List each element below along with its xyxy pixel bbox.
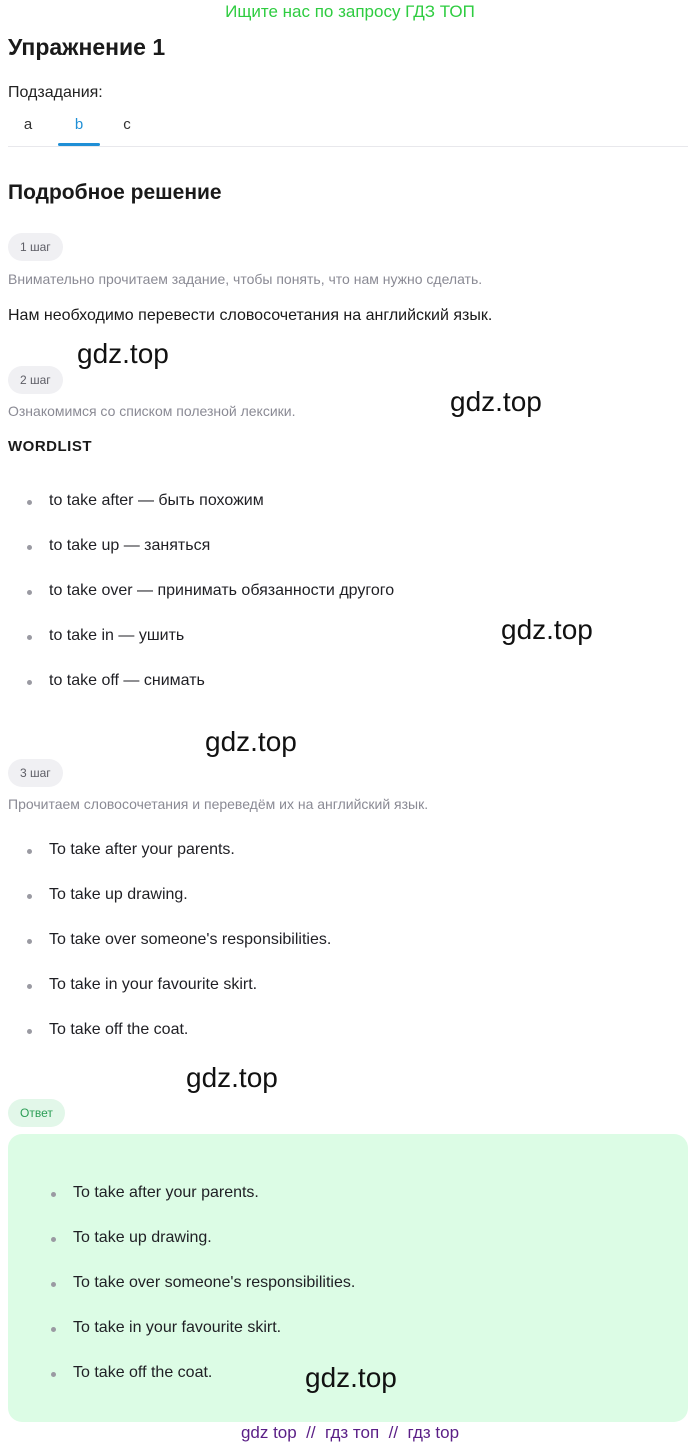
step-3-badge: 3 шаг: [8, 759, 63, 787]
step-1-badge: 1 шаг: [8, 233, 63, 261]
bullet-icon: [51, 1192, 56, 1197]
tab-b[interactable]: b: [74, 116, 84, 133]
watermark: gdz.top: [501, 614, 593, 645]
bullet-icon: [51, 1237, 56, 1242]
step-1-text: Нам необходимо перевести словосочетания на английский язык.: [8, 307, 493, 324]
subtasks-label: Подзадания:: [8, 84, 103, 101]
exercise-title: Упражнение 1: [8, 34, 166, 60]
watermark: gdz.top: [205, 726, 297, 757]
answer-badge: Ответ: [8, 1099, 65, 1127]
bullet-icon: [27, 590, 32, 595]
step-2-badge: 2 шаг: [8, 366, 63, 394]
bullet-icon: [51, 1372, 56, 1377]
step-3-hint: Прочитаем словосочетания и переведём их на английский язык.: [8, 796, 429, 812]
bullet-icon: [27, 635, 32, 640]
step-2-hint: Ознакомимся со списком полезной лексики.: [8, 403, 296, 419]
step-1-hint: Внимательно прочитаем задание, чтобы понять, что нам нужно сделать.: [8, 271, 483, 287]
bullet-icon: [27, 984, 32, 989]
watermark: gdz.top: [186, 1062, 278, 1093]
bullet-icon: [27, 849, 32, 854]
bullet-icon: [27, 1029, 32, 1034]
bullet-icon: [27, 939, 32, 944]
top-banner: Ищите нас по запросу ГДЗ ТОП: [225, 2, 475, 21]
bullet-icon: [51, 1327, 56, 1332]
bullet-icon: [51, 1282, 56, 1287]
bullet-icon: [27, 680, 32, 685]
wordlist-title: WORDLIST: [8, 438, 92, 455]
watermark: gdz.top: [450, 386, 542, 417]
watermark: gdz.top: [77, 338, 169, 369]
subtask-tabs: [8, 110, 688, 147]
active-tab-indicator: [58, 143, 100, 146]
solution-title: Подробное решение: [8, 181, 222, 204]
bullet-icon: [27, 894, 32, 899]
bullet-icon: [27, 545, 32, 550]
footer-links[interactable]: gdz top // гдз топ // гдз top: [240, 1423, 460, 1442]
bullet-icon: [27, 500, 32, 505]
tab-a[interactable]: a: [23, 116, 33, 133]
tab-c[interactable]: c: [123, 116, 131, 133]
watermark: gdz.top: [305, 1362, 397, 1393]
